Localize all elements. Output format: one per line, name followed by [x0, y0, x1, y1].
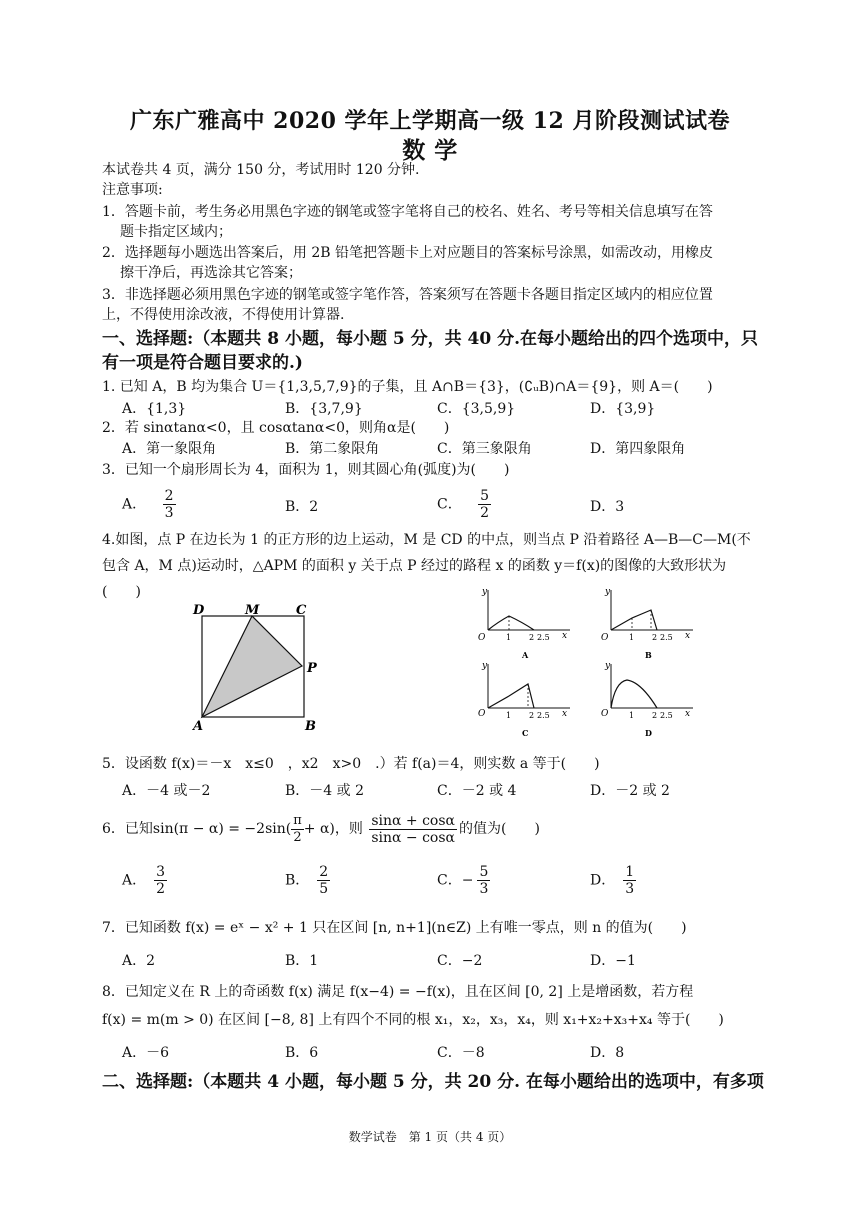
label-c: C — [296, 603, 307, 618]
tick-2-5: 2.5 — [537, 633, 550, 642]
question-4-paren: ( ) — [102, 584, 141, 600]
origin-label: O — [601, 633, 609, 643]
tick-2: 2 — [652, 633, 658, 642]
q6-text-2: + α)，则 — [303, 821, 363, 837]
origin-label: O — [478, 633, 486, 643]
origin-label: O — [601, 709, 609, 719]
y-label: y — [605, 661, 611, 671]
q6-b-denominator: 5 — [319, 881, 329, 897]
q3-c-numerator: 5 — [480, 488, 490, 504]
tick-2: 2 — [529, 633, 535, 642]
q8-option-c: C．－8 — [437, 1045, 485, 1061]
curve — [611, 610, 657, 630]
question-4: 4.如图，点 P 在边长为 1 的正方形的边上运动，M 是 CD 的中点，则当点 P 沿着路径 A—B—C—M(不 — [102, 532, 751, 548]
curve — [611, 680, 657, 708]
notice-3: 3．非选择题必须用黑色字迹的钢笔或签字笔作答，答案须写在答题卡各题目指定区域内的相应位置 — [102, 287, 713, 303]
q5-option-b: B．－4 或 2 — [285, 783, 365, 799]
q6-d-label: D． — [590, 872, 616, 889]
q7-option-a: A．2 — [122, 953, 156, 969]
y-label: y — [482, 587, 488, 597]
question-3: 3．已知一个扇形周长为 4，面积为 1，则其圆心角(弧度)为( ) — [102, 462, 510, 478]
y-label: y — [482, 661, 488, 671]
notice-2-cont: 擦干净后，再选涂其它答案； — [120, 265, 302, 281]
question-6 — [102, 812, 540, 846]
q5-option-c: C．－2 或 4 — [437, 783, 517, 799]
section-1-heading-cont: 有一项是符合题目要求的.) — [102, 353, 303, 373]
tick-2-5: 2.5 — [660, 711, 673, 720]
square-figure — [188, 600, 328, 735]
question-8: 8．已知定义在 R 上的奇函数 f(x) 满足 f(x−4) = −f(x)，且在区间 [0, 2] 上是增函数，若方程 — [102, 984, 694, 1000]
graph-d-label: D — [645, 728, 652, 738]
q6-a-numerator: 3 — [156, 864, 166, 880]
graph-c-label: C — [522, 728, 529, 738]
tick-2-5: 2.5 — [537, 711, 550, 720]
q1-option-c: C．{3,5,9} — [437, 401, 516, 417]
question-2: 2．若 sinαtanα<0，且 cosαtanα<0，则角α是( ) — [102, 420, 450, 436]
notice-1: 1．答题卡前，考生务必用黑色字迹的钢笔或签字笔将自己的校名、姓名、考号等相关信息填写在答 — [102, 204, 713, 220]
q8-option-b: B．6 — [285, 1045, 319, 1061]
label-b: B — [305, 719, 316, 734]
q6-d-numerator: 1 — [625, 864, 635, 880]
q3-option-d: D．3 — [590, 499, 625, 515]
q6-b-fraction — [317, 864, 330, 897]
y-label: y — [605, 587, 611, 597]
question-7: 7．已知函数 f(x) = eˣ − x² + 1 只在区间 [n, n+1](n∈Z) 上有唯一零点，则 n 的值为( ) — [102, 920, 687, 936]
q3-option-b: B．2 — [285, 499, 319, 515]
question-1: 1. 已知 A，B 均为集合 U＝{1,3,5,7,9}的子集，且 A∩B＝{3}，(∁ᵤB)∩A＝{9}，则 A＝( ) — [102, 379, 713, 395]
q2-option-b: B．第二象限角 — [285, 441, 380, 457]
tick-2-5: 2.5 — [660, 633, 673, 642]
q6-denominator: sinα − cosα — [371, 829, 455, 846]
page-title: 广东广雅高中 2020 学年上学期高一级 12 月阶段测试试卷 — [130, 108, 730, 134]
q3-option-a — [122, 488, 176, 521]
page-footer: 数学试卷 第 1 页（共 4 页） — [348, 1130, 512, 1144]
q3-c-fraction — [478, 488, 491, 521]
q3-c-denominator: 2 — [480, 505, 490, 521]
q6-option-d — [590, 864, 636, 897]
q6-c-denominator: 3 — [479, 881, 489, 897]
graph-option-c — [474, 658, 574, 738]
origin-label: O — [478, 709, 486, 719]
graph-option-d — [597, 658, 697, 738]
q2-option-a: A．第一象限角 — [122, 441, 217, 457]
q6-d-denominator: 3 — [625, 881, 635, 897]
tick-1: 1 — [506, 633, 512, 642]
q8-option-d: D．8 — [590, 1045, 625, 1061]
q2-option-c: C．第三象限角 — [437, 441, 532, 457]
q6-pi-fraction — [291, 813, 304, 846]
q6-two: 2 — [293, 829, 302, 845]
x-label: x — [685, 709, 691, 719]
q6-option-b — [285, 864, 330, 897]
q3-a-fraction — [163, 488, 176, 521]
graph-b-label: B — [645, 650, 652, 660]
label-m: M — [245, 603, 260, 618]
q1-option-d: D．{3,9} — [590, 401, 656, 417]
q1-option-b: B．{3,7,9} — [285, 401, 363, 417]
q6-text-3: 的值为( ) — [459, 821, 540, 837]
graph-a-label: A — [522, 650, 529, 660]
q6-a-label: A． — [122, 872, 147, 889]
notice-heading: 注意事项: — [102, 182, 163, 198]
q6-a-fraction — [154, 864, 167, 897]
section-2-heading: 二、选择题:（本题共 4 小题，每小题 5 分，共 20 分. 在每小题给出的选项中，有多项 — [102, 1072, 764, 1092]
q6-numerator: sinα + cosα — [371, 812, 455, 829]
notice-1-cont: 题卡指定区域内； — [120, 224, 232, 240]
subject-title: 数 学 — [402, 137, 458, 164]
q6-d-fraction — [623, 864, 636, 897]
q3-a-denominator: 3 — [164, 505, 174, 521]
q6-pi: π — [293, 812, 302, 828]
q6-c-numerator: 5 — [479, 864, 489, 880]
q1-option-a: A．{1,3} — [122, 401, 187, 417]
q5-option-a: A．－4 或－2 — [122, 783, 211, 799]
x-label: x — [685, 631, 691, 641]
tick-1: 1 — [629, 711, 635, 720]
tick-1: 1 — [506, 711, 512, 720]
tick-2: 2 — [529, 711, 535, 720]
graph-option-b — [597, 586, 697, 660]
q2-option-d: D．第四象限角 — [590, 441, 686, 457]
x-label: x — [562, 631, 568, 641]
q6-b-numerator: 2 — [319, 864, 329, 880]
tick-2: 2 — [652, 711, 658, 720]
curve — [488, 684, 534, 708]
curve — [488, 616, 534, 630]
label-a: A — [193, 719, 204, 734]
q3-a-numerator: 2 — [164, 488, 174, 504]
q6-c-label: C．− — [437, 872, 474, 889]
triangle-apm — [202, 616, 302, 717]
q6-b-label: B． — [285, 872, 310, 889]
q6-c-fraction — [477, 864, 490, 897]
label-d: D — [193, 603, 205, 618]
question-8-cont: f(x) = m(m > 0) 在区间 [−8, 8] 上有四个不同的根 x₁，x₂，x₃，x₄，则 x₁+x₂+x₃+x₄ 等于( ) — [102, 1012, 724, 1028]
q7-option-d: D．−1 — [590, 953, 636, 969]
q6-ratio-fraction — [369, 813, 457, 846]
question-5: 5．设函数 f(x)＝－x x≤0 ，x2 x>0 .）若 f(a)＝4，则实数 a 等于( ) — [102, 756, 600, 772]
section-1-heading: 一、选择题:（本题共 8 小题，每小题 5 分，共 40 分.在每小题给出的四个选项中，只 — [102, 329, 759, 349]
notice-3-cont: 上，不得使用涂改液，不得使用计算器. — [102, 307, 345, 323]
question-4-cont: 包含 A，M 点)运动时，△APM 的面积 y 关于点 P 经过的路程 x 的函数 y＝f(x)的图像的大致形状为 — [102, 558, 727, 574]
notice-2: 2．选择题每小题选出答案后，用 2B 铅笔把答题卡上对应题目的答案标号涂黑，如需改动，用橡皮 — [102, 245, 714, 261]
q7-option-b: B．1 — [285, 953, 319, 969]
intro-line: 本试卷共 4 页，满分 150 分，考试用时 120 分钟. — [102, 162, 420, 178]
q6-option-c — [437, 864, 490, 897]
q6-a-denominator: 2 — [156, 881, 166, 897]
q3-a-label: A． — [122, 496, 147, 513]
x-label: x — [562, 709, 568, 719]
q6-text-1: 6．已知sin(π − α) = −2sin( — [102, 821, 292, 837]
q3-option-c — [437, 488, 491, 521]
q6-option-a — [122, 864, 167, 897]
label-p: P — [307, 661, 317, 676]
tick-1: 1 — [629, 633, 635, 642]
q8-option-a: A．－6 — [122, 1045, 170, 1061]
q5-option-d: D．－2 或 2 — [590, 783, 670, 799]
q7-option-c: C．−2 — [437, 953, 483, 969]
graph-option-a — [474, 586, 574, 660]
q3-c-label: C． — [437, 496, 462, 513]
